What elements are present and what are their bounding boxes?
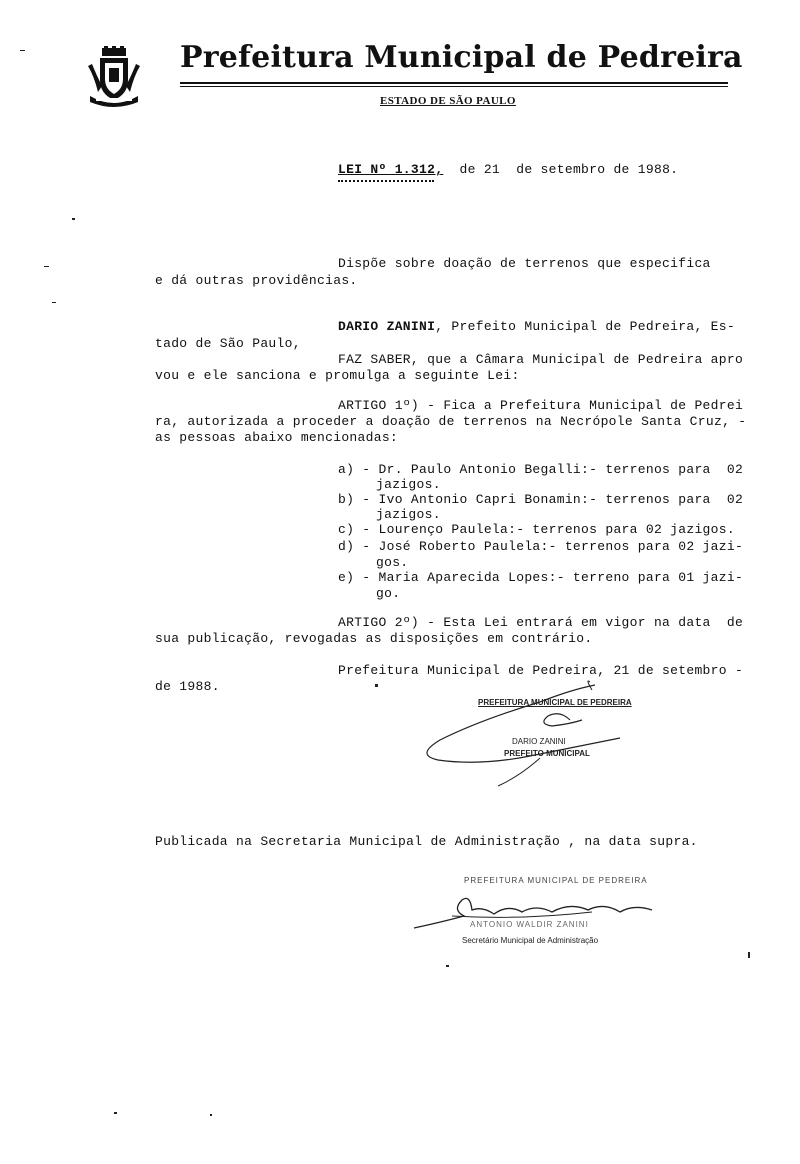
scan-speck [210, 1114, 212, 1116]
scan-speck [44, 266, 49, 267]
preamble-line-2: tado de São Paulo, [155, 336, 301, 351]
preamble-line-3: FAZ SABER, que a Câmara Municipal de Pedreira apro [338, 352, 744, 367]
scan-speck [375, 684, 378, 687]
list-item-a-cont: jazigos. [376, 477, 441, 492]
article2-line-2: sua publicação, revogadas as disposições em contrário. [155, 631, 593, 646]
state-label: ESTADO DE SÃO PAULO [380, 95, 516, 107]
list-item-d: d) - José Roberto Paulela:- terrenos para 02 jazi- [338, 539, 744, 554]
scan-speck [114, 1112, 117, 1114]
mayor-signature [420, 680, 630, 790]
list-item-d-cont: gos. [376, 555, 409, 570]
mayor-stamp: PREFEITURA MUNICIPAL DE PEDREIRA [478, 698, 632, 707]
list-item-a: a) - Dr. Paulo Antonio Begalli:- terrenos para 02 [338, 462, 744, 477]
preamble-line-1-rest: , Prefeito Municipal de Pedreira, Es- [435, 319, 735, 334]
scan-speck [72, 218, 75, 220]
summary-line-1: Dispõe sobre doação de terrenos que especifica [338, 256, 711, 271]
preamble-line-1 [338, 319, 735, 334]
closing-line-2: de 1988. [155, 679, 220, 694]
scan-speck [20, 50, 25, 51]
article1-line-1: ARTIGO 1º) - Fica a Prefeitura Municipal de Pedrei [338, 398, 744, 413]
article1-line-2: ra, autorizada a proceder a doação de terrenos na Necrópole Santa Cruz, - [155, 414, 747, 429]
secretary-stamp: PREFEITURA MUNICIPAL DE PEDREIRA [464, 876, 648, 885]
list-item-e: e) - Maria Aparecida Lopes:- terreno para 01 jazi- [338, 570, 744, 585]
scan-speck [52, 302, 56, 303]
secretary-stamp-role: Secretário Municipal de Administração [462, 936, 599, 945]
page-title: Prefeitura Municipal de Pedreira [180, 40, 743, 75]
header-rule [180, 82, 728, 84]
preamble-line-4: vou e ele sanciona e promulga a seguinte Lei: [155, 368, 520, 383]
scan-speck [748, 952, 750, 958]
list-item-e-cont: go. [376, 586, 401, 601]
article1-line-3: as pessoas abaixo mencionadas: [155, 430, 399, 445]
secretary-signature [412, 866, 662, 951]
mayor-name: DARIO ZANINI [338, 319, 436, 334]
law-heading [338, 162, 678, 177]
summary-line-2: e dá outras providências. [155, 273, 358, 288]
publication-note: Publicada na Secretaria Municipal de Administração , na data supra. [155, 834, 698, 849]
law-date: de 21 de setembro de 1988. [459, 162, 679, 177]
closing-line-1: Prefeitura Municipal de Pedreira, 21 de setembro - [338, 663, 744, 678]
coat-of-arms-icon [86, 46, 142, 108]
header-rule-thin [180, 86, 728, 87]
secretary-stamp-name: ANTONIO WALDIR ZANINI [470, 920, 589, 929]
law-number: LEI Nº 1.312, [338, 162, 444, 177]
list-item-b: b) - Ivo Antonio Capri Bonamin:- terrenos para 02 [338, 492, 744, 507]
scan-speck [446, 965, 449, 967]
list-item-c: c) - Lourenço Paulela:- terrenos para 02 jazigos. [338, 522, 735, 537]
list-item-b-cont: jazigos. [376, 507, 441, 522]
law-number-underline [338, 180, 434, 182]
article2-line-1: ARTIGO 2º) - Esta Lei entrará em vigor na data de [338, 615, 744, 630]
mayor-stamp-role: PREFEITO MUNICIPAL [504, 749, 590, 758]
mayor-stamp-name: DARIO ZANINI [512, 737, 566, 746]
